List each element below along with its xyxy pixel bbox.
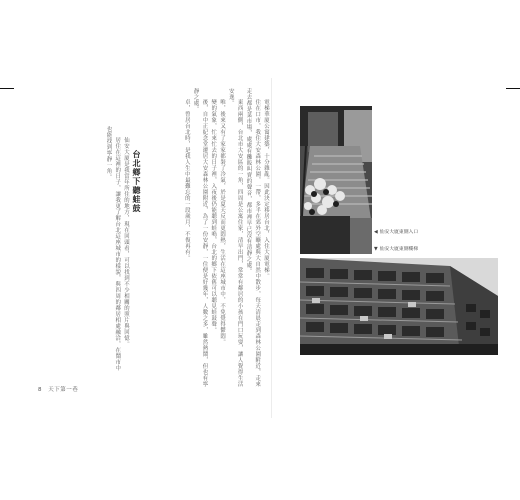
page-number: 8 <box>38 387 42 393</box>
paragraph: 仙安大廈是我當年所住的地方，現在回頭看，可以找到不少相關的照片與回憶。 <box>123 136 129 347</box>
paragraph: 卓，曾居台北時，是我人生中最難忘的一段歲月，不復再有。 <box>183 98 190 261</box>
down-arrow-icon: ▼ <box>374 247 378 252</box>
running-title: 天下第一巷 <box>48 387 79 393</box>
right-page <box>278 88 484 418</box>
page-edge-right <box>506 88 520 89</box>
paragraph: 唯，後來又有了家家都裝了冷氣，於是夏天反而更悶熱，生活在這座城市中，不免覺得鬱悶。 <box>219 98 226 345</box>
paragraph: 東西兩側，台北市大安區的一角，四周是公寓住家，清早出門，常常有鄰居的小孩在門口玩耍，讓人覺得生活安逸。 <box>227 88 243 387</box>
spine-gutter <box>271 78 272 418</box>
apartment-building-photo <box>300 258 498 355</box>
paragraph: 變的氣象，忙來忙去的日子裡，入夜後仍能聽到蛙鳴，台北的鄉下依舊可以聽見蛙鼓聲。 <box>210 98 217 333</box>
paragraph: 住在口市，我住大安森林公園，一帶，多半在郊外空曠處與大自然中散步，每天清晨走到森林公園附近，走來走去都是菜市場，處處有攤販叫賣的聲音，都市裡早已沒有清靜之處。 <box>245 88 261 387</box>
photo-caption: ◀ 仙安大廈東側入口 <box>374 230 419 235</box>
paragraph: 居住在這裡的日子，讓我更了解台北這座城市的樣貌，與四周的鄰居相處融洽，在鬧市中也能找到寧靜一角。 <box>105 126 121 371</box>
stairway-flowers-photo <box>300 106 372 254</box>
left-arrow-icon: ◀ <box>374 230 378 235</box>
paragraph: 後，自中正紀念堂遷居大安森林公園附近，為了一份安靜，一住便是好幾年，人數之多，雖然熱鬧，但也有寧靜之處。 <box>192 88 208 387</box>
paragraph: 電梯華廈公寓建築，十分雜亂。因此決定移居台北，入住大廈電梯。 <box>263 98 269 279</box>
left-page <box>38 88 270 418</box>
body-text-main <box>159 88 270 388</box>
body-text-section <box>84 126 130 376</box>
page-edge-left <box>0 88 14 89</box>
section-title: 台北鄉下聽蛙鼓 <box>132 150 142 213</box>
folio <box>38 385 78 393</box>
photo-caption: ▼ 仙安大廈東側樓梯 <box>374 247 419 252</box>
